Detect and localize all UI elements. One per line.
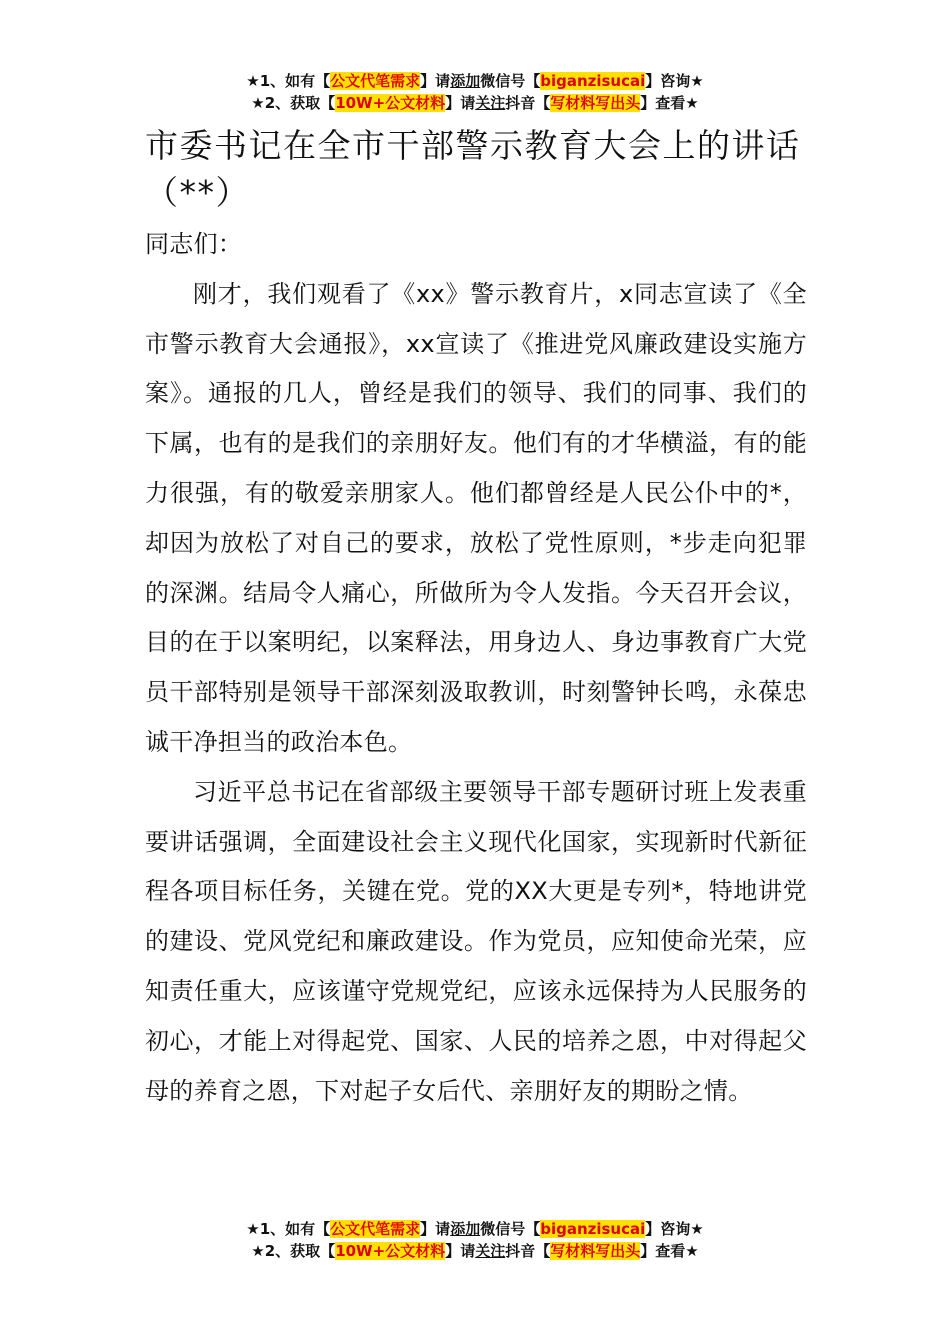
highlight-service: 公文代笔需求 — [330, 72, 421, 90]
banner-text: 】请 — [420, 1220, 451, 1238]
underlined-text: 添加 — [450, 72, 481, 90]
document-title: 市委书记在全市干部警示教育大会上的讲话（**） — [145, 126, 801, 212]
highlight-materials: 10W+公文材料 — [335, 1242, 446, 1260]
highlight-service: 公文代笔需求 — [330, 1220, 421, 1238]
banner-text: 】查看★ — [640, 1242, 699, 1260]
salutation: 同志们： — [145, 230, 243, 258]
underlined-text: 添加 — [450, 1220, 481, 1238]
banner-text: 微信号【 — [480, 72, 541, 90]
banner-text: 抖音【 — [505, 1242, 551, 1260]
banner-line-1 — [0, 70, 950, 92]
banner-text: ★1、如有【 — [246, 72, 331, 90]
banner-text: ★1、如有【 — [246, 1220, 331, 1238]
banner-line-2 — [0, 92, 950, 114]
banner-text: 抖音【 — [505, 94, 551, 112]
highlight-douyin: 写材料写出头 — [550, 94, 641, 112]
highlight-wechat-id: biganzisucai — [540, 72, 646, 90]
bottom-banner — [0, 1218, 950, 1262]
document-body — [145, 122, 807, 1116]
highlight-materials: 10W+公文材料 — [335, 94, 446, 112]
banner-text: 】请 — [420, 72, 451, 90]
paragraph-1: 刚才，我们观看了《xx》警示教育片，x同志宣读了《全市警示教育大会通报》，xx宣读了《推进党风廉政建设实施方案》。通报的几人，曾经是我们的领导、我们的同事、我们的下属，也有的是我们的亲朋好友。他们有的才华横溢，有的能力很强，有的敬爱亲朋家人。他们都曾经是人民公仆中的*，却因为放松了对自己的要求，放松了党性原则，*步走向犯罪的深渊。结局令人痛心，所做所为令人发指。今天召开会议，目的在于以案明纪，以案释法，用身边人、身边事教育广大党员干部特别是领导干部深刻汲取教训，时刻警钟长鸣，永葆忠诚干净担当的政治本色。 — [145, 279, 807, 756]
banner-text: ★2、获取【 — [251, 94, 336, 112]
banner-text: 】咨询★ — [645, 72, 704, 90]
highlight-wechat-id: biganzisucai — [540, 1220, 646, 1238]
underlined-text: 关注 — [475, 94, 506, 112]
banner-text: 】请 — [445, 1242, 476, 1260]
paragraph-2: 习近平总书记在省部级主要领导干部专题研讨班上发表重要讲话强调，全面建设社会主义现代化国家，实现新时代新征程各项目标任务，关键在党。党的XX大更是专列*，特地讲党的建设、党风党纪和廉政建设。作为党员，应知使命光荣，应知责任重大，应该谨守党规党纪，应该永远保持为人民服务的初心，才能上对得起党、国家、人民的培养之恩，中对得起父母的养育之恩，下对起子女后代、亲朋好友的期盼之情。 — [145, 777, 807, 1105]
banner-line-1 — [0, 1218, 950, 1240]
underlined-text: 关注 — [475, 1242, 506, 1260]
top-banner — [0, 70, 950, 114]
banner-text: 】咨询★ — [645, 1220, 704, 1238]
banner-text: 】请 — [445, 94, 476, 112]
banner-text: 】查看★ — [640, 94, 699, 112]
highlight-douyin: 写材料写出头 — [550, 1242, 641, 1260]
banner-text: 微信号【 — [480, 1220, 541, 1238]
banner-text: ★2、获取【 — [251, 1242, 336, 1260]
banner-line-2 — [0, 1240, 950, 1262]
